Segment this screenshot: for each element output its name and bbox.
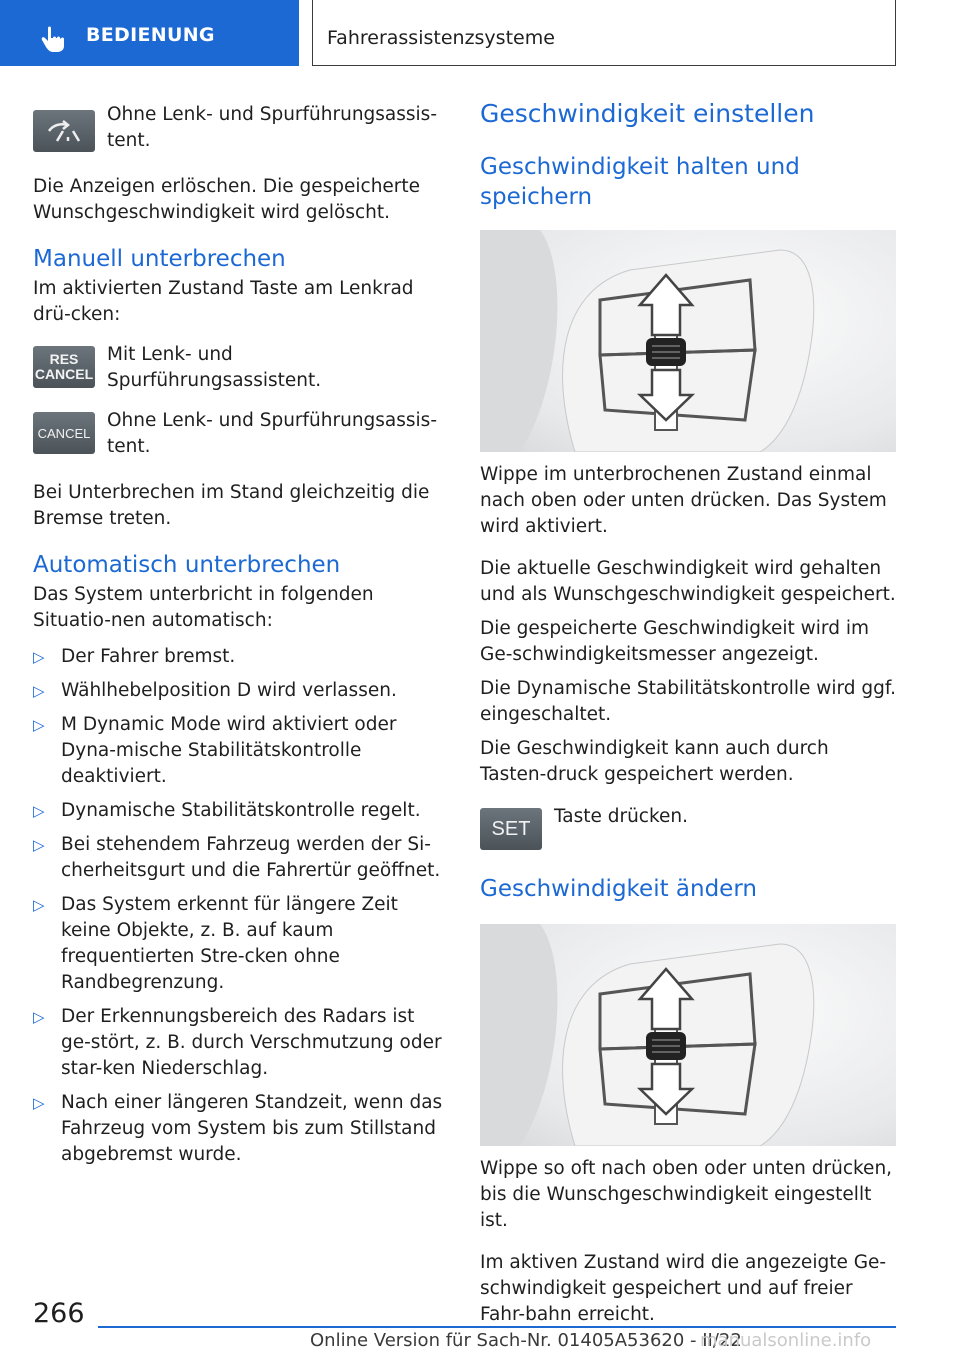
steering-rocker-illustration — [480, 924, 896, 1146]
paragraph: Die Dynamische Stabilitätskontrolle wird ggf. eingeschaltet. — [480, 678, 896, 725]
bullet-arrow-icon: ▷ — [33, 1094, 45, 1112]
heading-manual-interrupt: Manuell unterbrechen — [33, 246, 286, 272]
list-item: ▷ Bei stehendem Fahrzeug werden der Si-cherheitsgurt und die Fahrertür geöffnet. — [33, 834, 441, 881]
footer-divider — [98, 1326, 896, 1328]
heading-hold-speed: Geschwindigkeit halten und speichern — [480, 154, 800, 210]
bullet-arrow-icon: ▷ — [33, 648, 45, 666]
cancel-row — [33, 412, 447, 460]
res-cancel-text: Mit Lenk- und Spurführungsassistent. — [107, 344, 322, 391]
section-label: BEDIENUNG — [86, 24, 215, 46]
paragraph: Die gespeicherte Geschwindigkeit wird im Ge-schwindigkeitsmesser angezeigt. — [480, 618, 869, 665]
left-column — [33, 98, 447, 1168]
paragraph: Wippe so oft nach oben oder unten drücken, bis die Wunschgeschwindigkeit eingestellt ist. — [480, 1158, 893, 1231]
list-item: ▷ Dynamische Stabilitätskontrolle regelt. — [33, 798, 447, 824]
list-item: ▷ Der Erkennungsbereich des Radars ist ge-stört, z. B. durch Verschmutzung oder star-ken Niederschlag. — [33, 1006, 442, 1079]
steering-rocker-illustration — [480, 230, 896, 452]
res-cancel-row — [33, 346, 447, 394]
lane-assist-icon — [43, 119, 85, 143]
paragraph: Die aktuelle Geschwindigkeit wird gehalten und als Wunschgeschwindigkeit gespeichert. — [480, 558, 896, 605]
paragraph: Im aktiven Zustand wird die angezeigte Ge-schwindigkeit gespeichert und auf freier Fahr-bahn erreicht. — [480, 1252, 887, 1325]
cancel-button-icon — [33, 412, 95, 454]
list-item: ▷ Der Fahrer bremst. — [33, 644, 447, 670]
res-cancel-button-icon — [33, 346, 95, 388]
right-column — [480, 98, 896, 1328]
hand-pointer-icon — [38, 24, 68, 54]
paragraph: Die Geschwindigkeit kann auch durch Tasten-druck gespeichert werden. — [480, 738, 829, 785]
list-item: ▷ Nach einer längeren Standzeit, wenn das Fahrzeug vom System bis zum Stillstand abgebremst wurde. — [33, 1092, 443, 1165]
paragraph: Das System unterbricht in folgenden Situatio-nen automatisch: — [33, 584, 374, 631]
steering-wheel-image — [480, 230, 896, 452]
list-item: ▷ Das System erkennt für längere Zeit keine Objekte, z. B. auf kaum frequentierten Stre-cken ohne Randbegrenzung. — [33, 894, 398, 993]
section-tab — [0, 0, 299, 66]
footer-version: Online Version für Sach-Nr. 01405A53620 - II/22 — [310, 1330, 742, 1351]
heading-change-speed: Geschwindigkeit ändern — [480, 876, 757, 902]
paragraph: Wippe im unterbrochenen Zustand einmal nach oben oder unten drücken. Das System wird aktiviert. — [480, 464, 887, 537]
set-button-icon — [480, 808, 542, 850]
paragraph: Bei Unterbrechen im Stand gleichzeitig die Bremse treten. — [33, 482, 430, 529]
paragraph: Im aktivierten Zustand Taste am Lenkrad drü-cken: — [33, 278, 414, 325]
bullet-arrow-icon: ▷ — [33, 682, 45, 700]
heading-set-speed: Geschwindigkeit einstellen — [480, 99, 815, 128]
situation-list — [33, 644, 447, 1168]
page-number: 266 — [33, 1298, 85, 1329]
watermark: manualsonline.info — [700, 1330, 872, 1351]
page-header — [0, 0, 960, 66]
chapter-label: Fahrerassistenzsysteme — [327, 27, 555, 49]
steering-wheel-image — [480, 924, 896, 1146]
bullet-arrow-icon: ▷ — [33, 896, 45, 914]
lane-assist-button-icon — [33, 110, 95, 152]
list-item: ▷ Wählhebelposition D wird verlassen. — [33, 678, 447, 704]
res-label: RES — [49, 351, 79, 367]
set-text: Taste drücken. — [554, 806, 689, 827]
lane-assist-text: Ohne Lenk- und Spurführungsassis-tent. — [107, 104, 437, 151]
set-label: SET — [491, 817, 531, 840]
bullet-arrow-icon: ▷ — [33, 1008, 45, 1026]
lane-assist-row — [33, 104, 447, 154]
set-row — [480, 808, 896, 850]
cancel-label: CANCEL — [34, 366, 94, 382]
bullet-arrow-icon: ▷ — [33, 716, 45, 734]
chapter-box — [312, 0, 896, 66]
bullet-arrow-icon: ▷ — [33, 836, 45, 854]
bullet-arrow-icon: ▷ — [33, 802, 45, 820]
list-item: ▷ M Dynamic Mode wird aktiviert oder Dyna-mische Stabilitätskontrolle deaktiviert. — [33, 714, 397, 787]
cancel-text: Ohne Lenk- und Spurführungsassis-tent. — [107, 410, 437, 457]
heading-auto-interrupt: Automatisch unterbrechen — [33, 552, 341, 578]
paragraph: Die Anzeigen erlöschen. Die gespeicherte Wunschgeschwindigkeit wird gelöscht. — [33, 176, 421, 223]
cancel-label: CANCEL — [37, 425, 91, 441]
